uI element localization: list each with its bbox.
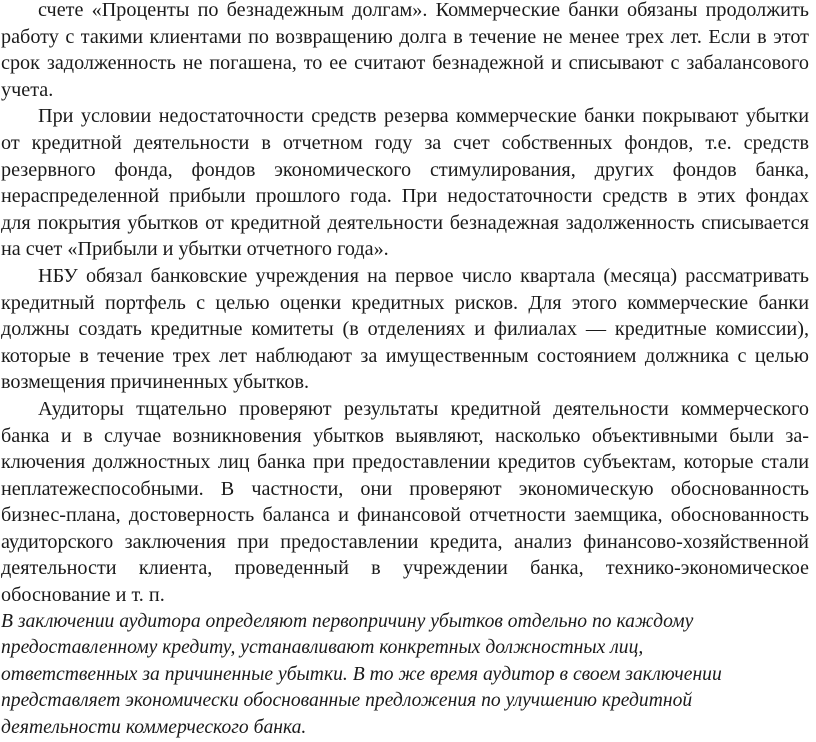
text-line: срок задолженность не погашена, то ее считают безнадежной и списывают с забалансового bbox=[1, 52, 809, 75]
text-line: учета. bbox=[1, 78, 54, 101]
text-line: Аудиторы тщательно проверяют результаты кредитной деятельности коммерческого bbox=[38, 397, 809, 420]
text-line: неплатежеспособными. В частности, они проверяют экономическую обоснованность bbox=[1, 477, 809, 500]
text-line: для покрытия убытков от кредитной деятельности безнадежная задолженность списывается bbox=[1, 211, 809, 234]
text-line: резервного фонда, фондов экономического стимулирования, других фондов банка, bbox=[1, 158, 809, 181]
paragraph-4 bbox=[1, 396, 809, 609]
text-line: ключения должностных лиц банка при предоставлении кредитов субъектам, которые стали bbox=[1, 451, 809, 474]
text-line: В заключении аудитора определяют первопричину убытков отдельно по каждому bbox=[1, 610, 694, 632]
text-line: возмещения причиненных убытков. bbox=[1, 371, 310, 394]
text-line: представляет экономически обоснованные предложения по улучшению кредитной bbox=[1, 690, 693, 712]
paragraph-3 bbox=[1, 263, 809, 396]
text-line: бизнес-плана, достоверность баланса и финансовой отчетности заемщика, обоснованность bbox=[1, 504, 809, 527]
text-line: на счет «Прибыли и убытки отчетного года». bbox=[1, 238, 389, 261]
text-line: деятельности клиента, проведенный в учреждении банка, технико-экономическое bbox=[1, 557, 809, 580]
text-line: банка и в случае возникновения убытков выявляют, насколько объективными были за- bbox=[1, 424, 809, 447]
text-line: кредитный портфель с целью оценки кредитных рисков. Для этого коммерческие банки bbox=[1, 291, 809, 314]
text-line: которые в течение трех лет наблюдают за имущественным состоянием должника с целью bbox=[1, 344, 809, 367]
text-line: должны создать кредитные комитеты (в отделениях и филиалах — кредитные комиссии), bbox=[1, 318, 809, 341]
text-line: счете «Проценты по безнадежным долгам». Коммерческие банки обязаны продолжить bbox=[38, 0, 809, 21]
text-line: нераспределенной прибыли прошлого года. При недостаточности средств в этих фондах bbox=[1, 185, 809, 208]
text-line: предоставленному кредиту, устанавливают конкретных должностных лиц, bbox=[1, 637, 644, 659]
text-line: от кредитной деятельности в отчетном году за счет собственных фондов, т.е. средств bbox=[1, 131, 809, 154]
text-line: деятельности коммерческого банка. bbox=[1, 717, 307, 739]
text-line: работу с такими клиентами по возвращению долга в течение не менее трех лет. Если в этот bbox=[1, 25, 809, 48]
conclusion-paragraph bbox=[1, 609, 809, 742]
text-line: обоснование и т. п. bbox=[1, 584, 165, 607]
text-line: При условии недостаточности средств резерва коммерческие банки покрывают убытки bbox=[38, 105, 809, 128]
paragraph-1 bbox=[1, 0, 809, 103]
text-line: НБУ обязал банковские учреждения на первое число квартала (месяца) рассматривать bbox=[38, 264, 809, 287]
paragraph-2 bbox=[1, 103, 809, 263]
text-line: ответственных за причиненные убытки. В то же время аудитор в своем заключении bbox=[1, 663, 722, 685]
text-line: аудиторского заключения при предоставлении кредита, анализ финансово-хозяйственной bbox=[1, 530, 809, 553]
